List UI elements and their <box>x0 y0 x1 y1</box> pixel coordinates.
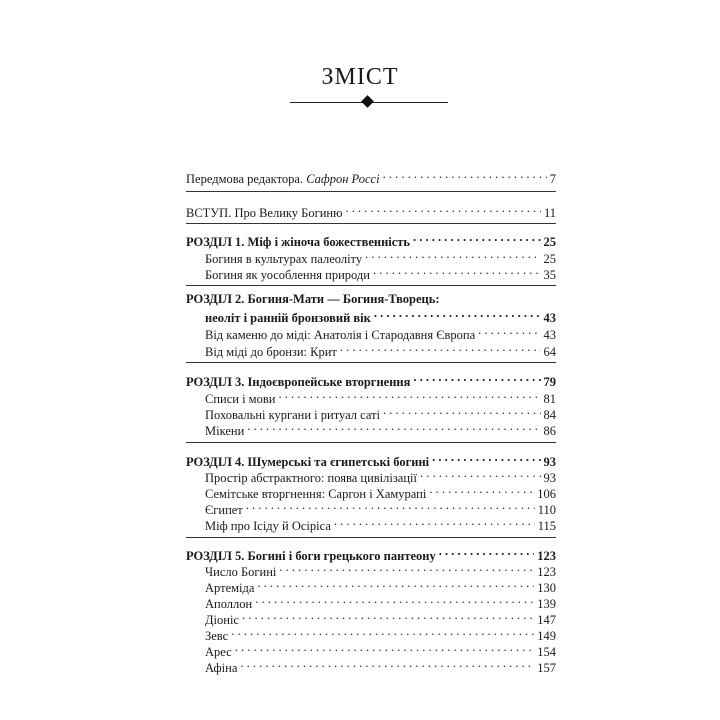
toc-subentry <box>205 623 556 643</box>
entry-page: 86 <box>543 424 556 438</box>
entry-page: 123 <box>537 549 556 563</box>
entry-page: 106 <box>537 487 556 501</box>
leader-dots <box>246 497 535 514</box>
toc-subentry <box>205 591 556 611</box>
leader-dots <box>432 449 540 466</box>
toc-subentry <box>205 497 556 517</box>
entry-title: Міф про Ісіду й Осіріса <box>205 519 331 533</box>
entry-title: Аполлон <box>205 597 253 611</box>
entry-page: 79 <box>543 375 556 389</box>
toc-subentry <box>205 322 556 342</box>
entry-title: Єгипет <box>205 503 243 517</box>
leader-dots <box>383 402 541 419</box>
toc-subentry <box>205 418 556 438</box>
leader-dots <box>413 369 540 386</box>
toc-subentry <box>205 465 556 485</box>
entry-page: 84 <box>543 408 556 422</box>
entry-title: Простір абстрактного: поява цивілізації <box>205 471 417 485</box>
leader-dots <box>257 575 534 592</box>
entry-title: Число Богині <box>205 565 277 579</box>
entry-title: неоліт і ранній бронзовий вік <box>205 311 371 325</box>
entry-page: 147 <box>537 613 556 627</box>
toc-subentry <box>205 262 556 282</box>
leader-dots <box>240 655 534 672</box>
entry-page: 64 <box>543 345 556 359</box>
entry-title: Афіна <box>205 661 238 675</box>
leader-dots <box>235 639 535 656</box>
toc-chapter-4 <box>186 449 556 469</box>
section-divider <box>186 223 556 224</box>
toc-subentry <box>205 386 556 406</box>
entry-page: 157 <box>537 661 556 675</box>
entry-title: Списи і мови <box>205 392 276 406</box>
entry-title: Семітське вторгнення: Саргон і Хамурапі <box>205 487 427 501</box>
toc-subentry <box>205 559 556 579</box>
leader-dots <box>429 481 534 498</box>
leader-dots <box>373 262 541 279</box>
toc-subentry <box>205 607 556 627</box>
leader-dots <box>231 623 534 640</box>
entry-page: 43 <box>543 311 556 325</box>
entry-page: 93 <box>543 471 556 485</box>
section-divider <box>186 442 556 443</box>
entry-title: РОЗДІЛ 2. Богиня-Мати — Богиня-Творець: <box>186 292 440 306</box>
leader-dots <box>255 591 534 608</box>
leader-dots <box>242 607 534 624</box>
entry-page: 123 <box>537 565 556 579</box>
section-divider <box>186 362 556 363</box>
entry-title: РОЗДІЛ 3. Індоєвропейське вторгнення <box>186 375 411 389</box>
toc-chapter-3 <box>186 369 556 389</box>
toc-chapter-5 <box>186 543 556 563</box>
leader-dots <box>334 513 535 530</box>
entry-page: 93 <box>543 455 556 469</box>
toc-subentry <box>205 246 556 266</box>
toc-chapter-2-continued <box>205 305 556 325</box>
toc-subentry <box>205 655 556 675</box>
entry-title: ВСТУП. Про Велику Богиню <box>186 206 343 220</box>
entry-title: Від міді до бронзи: Крит <box>205 345 337 359</box>
entry-page: 81 <box>543 392 556 406</box>
leader-dots <box>365 246 540 263</box>
entry-page: 25 <box>543 235 556 249</box>
toc-subentry <box>205 513 556 533</box>
entry-page: 25 <box>543 252 556 266</box>
entry-title: Богиня в культурах палеоліту <box>205 252 363 266</box>
toc-entry-preface <box>186 166 556 186</box>
leader-dots <box>247 418 540 435</box>
toc-chapter-1 <box>186 229 556 249</box>
entry-page: 7 <box>549 172 556 186</box>
entry-title: Мікени <box>205 424 245 438</box>
leader-dots <box>478 322 540 339</box>
entry-page: 149 <box>537 629 556 643</box>
leader-dots <box>383 166 547 183</box>
section-divider <box>186 285 556 286</box>
leader-dots <box>374 305 541 322</box>
section-divider <box>186 537 556 538</box>
entry-page: 115 <box>537 519 556 533</box>
entry-page: 110 <box>537 503 556 517</box>
leader-dots <box>279 559 534 576</box>
entry-page: 11 <box>543 206 556 220</box>
entry-page: 43 <box>543 328 556 342</box>
entry-title: Зевс <box>205 629 229 643</box>
leader-dots <box>345 200 541 217</box>
entry-title: Поховальні кургани і ритуал саті <box>205 408 380 422</box>
leader-dots <box>340 339 541 356</box>
entry-title: Богиня як уособлення природи <box>205 268 370 282</box>
page-title: ЗМІСТ <box>321 64 399 90</box>
toc-subentry <box>205 575 556 595</box>
entry-title: Арес <box>205 645 232 659</box>
toc-subentry <box>205 481 556 501</box>
leader-dots <box>278 386 540 403</box>
entry-page: 154 <box>537 645 556 659</box>
entry-title: Передмова редактора. Сафрон Россі <box>186 172 380 186</box>
entry-title: Артеміда <box>205 581 255 595</box>
toc-subentry <box>205 639 556 659</box>
entry-title: РОЗДІЛ 4. Шумерські та єгипетські богині <box>186 455 430 469</box>
entry-page: 139 <box>537 597 556 611</box>
section-divider <box>186 191 556 192</box>
entry-title: РОЗДІЛ 5. Богині і боги грецького пантеону <box>186 549 436 563</box>
leader-dots <box>413 229 540 246</box>
toc-subentry <box>205 402 556 422</box>
entry-page: 35 <box>543 268 556 282</box>
leader-dots <box>420 465 541 482</box>
toc-subentry <box>205 339 556 359</box>
toc-entry-intro <box>186 200 556 220</box>
entry-author: Сафрон Россі <box>306 172 380 186</box>
entry-page: 130 <box>537 581 556 595</box>
entry-title: Діоніс <box>205 613 239 627</box>
leader-dots <box>439 543 535 560</box>
entry-title: РОЗДІЛ 1. Міф і жіноча божественність <box>186 235 411 249</box>
entry-title: Від каменю до міді: Анатолія і Стародавня Європа <box>205 328 476 342</box>
